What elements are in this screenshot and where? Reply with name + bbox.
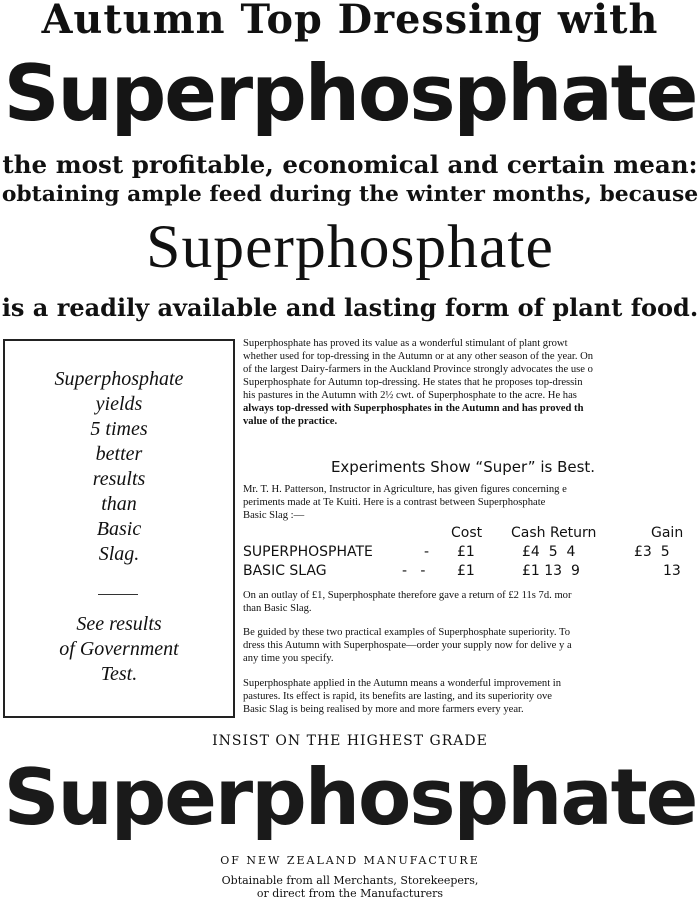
table-header-gain: Gain (651, 525, 684, 541)
body-line: Superphosphate applied in the Autumn means a wonderful improvement in (243, 678, 562, 689)
big-word-top: Superphosphate (3, 49, 697, 139)
box-see-line: Test. (100, 663, 138, 685)
body-line: periments made at Te Kuiti. Here is a contrast between Superphosphate (243, 497, 546, 508)
box-line: Basic (96, 518, 142, 540)
body-line: always top-dressed with Superphosphates in the Autumn and has proved th (243, 403, 584, 414)
table-row-cost: £1 (457, 544, 475, 560)
subhead-line-1: the most profitable, economical and certain mean: (2, 150, 698, 179)
table-row-return: £1 13 9 (522, 563, 580, 579)
table-row-dash: - (424, 544, 430, 560)
big-word-mid: Superphosphate (146, 213, 554, 281)
obtainable-line-2: or direct from the Manufacturers (256, 887, 444, 900)
body-line: Superphosphate has proved its value as a wonderful stimulant of plant growt (243, 338, 568, 349)
box-line: Superphosphate (54, 368, 184, 390)
box-see-line: See results (76, 613, 162, 635)
body-line: value of the practice. (243, 416, 338, 427)
body-line: On an outlay of £1, Superphosphate therefore gave a return of £2 11s 7d. mor (243, 590, 572, 601)
body-line: than Basic Slag. (243, 603, 312, 614)
box-see-line: of Government (59, 638, 179, 660)
table-row-gain: £3 5 (634, 544, 670, 560)
box-line: yields (95, 393, 143, 415)
body-line: pastures. Its effect is rapid, its benefits are lasting, and its superiority ove (243, 691, 553, 702)
body-line: Superphosphate for Autumn top-dressing. He states that he proposes top-dressin (243, 377, 583, 388)
manufacture-line: OF NEW ZEALAND MANUFACTURE (220, 854, 480, 867)
box-line: 5 times (90, 418, 148, 440)
insist-line: INSIST ON THE HIGHEST GRADE (212, 733, 488, 749)
box-line: Slag. (98, 543, 140, 565)
table-row-name: BASIC SLAG (243, 563, 327, 579)
body-line: Mr. T. H. Patterson, Instructor in Agriculture, has given figures concerning e (243, 484, 567, 495)
body-line: dress this Autumn with Superphospate—order your supply now for delive y a (243, 640, 572, 651)
big-word-bottom: Superphosphate (3, 753, 697, 843)
table-row-cost: £1 (457, 563, 475, 579)
table-row-name: SUPERPHOSPHATE (243, 544, 373, 560)
body-line: Be guided by these two practical examples of Superphosphate superiority. To (243, 627, 570, 638)
body-line: his pastures in the Autumn with 2½ cwt. of Superphosphate to the acre. He has (243, 390, 577, 401)
table-row-dash: - - (402, 563, 426, 579)
box-line: results (92, 468, 146, 490)
table-row-return: £4 5 4 (522, 544, 576, 560)
body-line: of the largest Dairy-farmers in the Auckland Province strongly advocates the use o (243, 364, 593, 375)
body-line: Basic Slag is being realised by more and more farmers every year. (243, 704, 524, 715)
table-row-gain: 13 (663, 563, 681, 579)
table-header-return: Cash Return (511, 525, 597, 541)
obtainable-line-1: Obtainable from all Merchants, Storekeepers, (221, 874, 479, 887)
body-line: whether used for top-dressing in the Autumn or at any other season of the year. On (243, 351, 594, 362)
box-divider (98, 594, 138, 595)
experiments-heading: Experiments Show “Super” is Best. (330, 458, 596, 476)
body-line: Basic Slag :— (243, 510, 305, 521)
subhead-line-3: is a readily available and lasting form of plant food. (1, 293, 699, 322)
box-line: better (95, 443, 143, 465)
subhead-line-2: obtaining ample feed during the winter months, because (1, 182, 699, 207)
table-header-cost: Cost (451, 525, 483, 541)
body-line: any time you specify. (243, 653, 334, 664)
headline: Autumn Top Dressing with (41, 0, 659, 43)
box-line: than (101, 493, 137, 515)
